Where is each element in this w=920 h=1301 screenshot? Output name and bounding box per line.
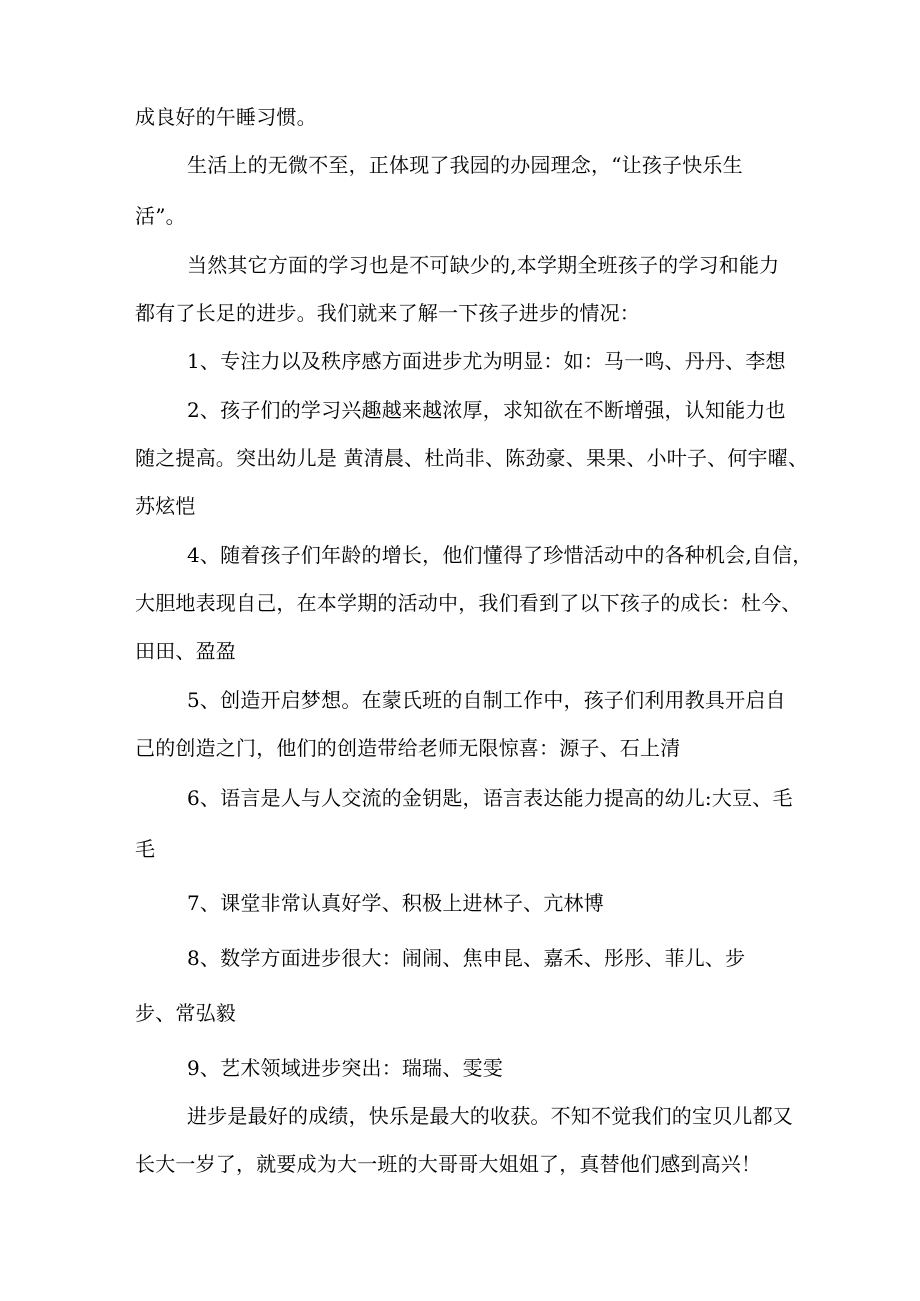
text-line: 2、孩子们的学习兴趣越来越浓厚，求知欲在不断增强，认知能力也 xyxy=(187,398,786,422)
text-line: 4、随着孩子们年龄的增长，他们懂得了珍惜活动中的各种机会,自信， xyxy=(187,543,813,567)
text-line: 当然其它方面的学习也是不可缺少的,本学期全班孩子的学习和能力 xyxy=(187,253,780,277)
text-line: 长大一岁了，就要成为大一班的大哥哥大姐姐了，真替他们感到高兴！ xyxy=(135,1152,762,1176)
text-line: 生活上的无微不至，正体现了我园的办园理念，“让孩子快乐生 xyxy=(187,153,743,177)
text-line: 成良好的午睡习惯。 xyxy=(135,105,317,129)
text-line: 进步是最好的成绩，快乐是最大的收获。不知不觉我们的宝贝儿都又 xyxy=(187,1104,793,1128)
text-line: 5、创造开启梦想。在蒙氏班的自制工作中，孩子们利用教具开启自 xyxy=(187,688,786,712)
text-line: 随之提高。突出幼儿是 黄清晨、杜尚非、陈劲豪、果果、小叶子、何宇曜、 xyxy=(135,446,809,470)
text-line: 田田、盈盈 xyxy=(135,639,236,663)
text-line: 毛 xyxy=(135,837,156,861)
text-line: 活”。 xyxy=(135,204,186,228)
text-line: 1、专注力以及秩序感方面进步尤为明显：如：马一鸣、丹丹、李想 xyxy=(187,349,786,373)
text-line: 都有了长足的进步。我们就来了解一下孩子进步的情况： xyxy=(135,301,640,325)
text-line: 苏炫恺 xyxy=(135,494,196,518)
text-line: 8、数学方面进步很大：闹闹、焦申昆、嘉禾、彤彤、菲儿、步 xyxy=(187,946,746,970)
text-line: 7、课堂非常认真好学、积极上进林子、亢林博 xyxy=(187,891,604,915)
text-line: 步、常弘毅 xyxy=(135,1001,236,1025)
text-line: 6、语言是人与人交流的金钥匙，语言表达能力提高的幼儿:大豆、毛 xyxy=(187,786,793,810)
text-line: 大胆地表现自己，在本学期的活动中，我们看到了以下孩子的成长：杜今、 xyxy=(135,591,802,615)
text-line: 己的创造之门，他们的创造带给老师无限惊喜：源子、石上清 xyxy=(135,736,681,760)
text-line: 9、艺术领域进步突出：瑞瑞、雯雯 xyxy=(187,1056,503,1080)
